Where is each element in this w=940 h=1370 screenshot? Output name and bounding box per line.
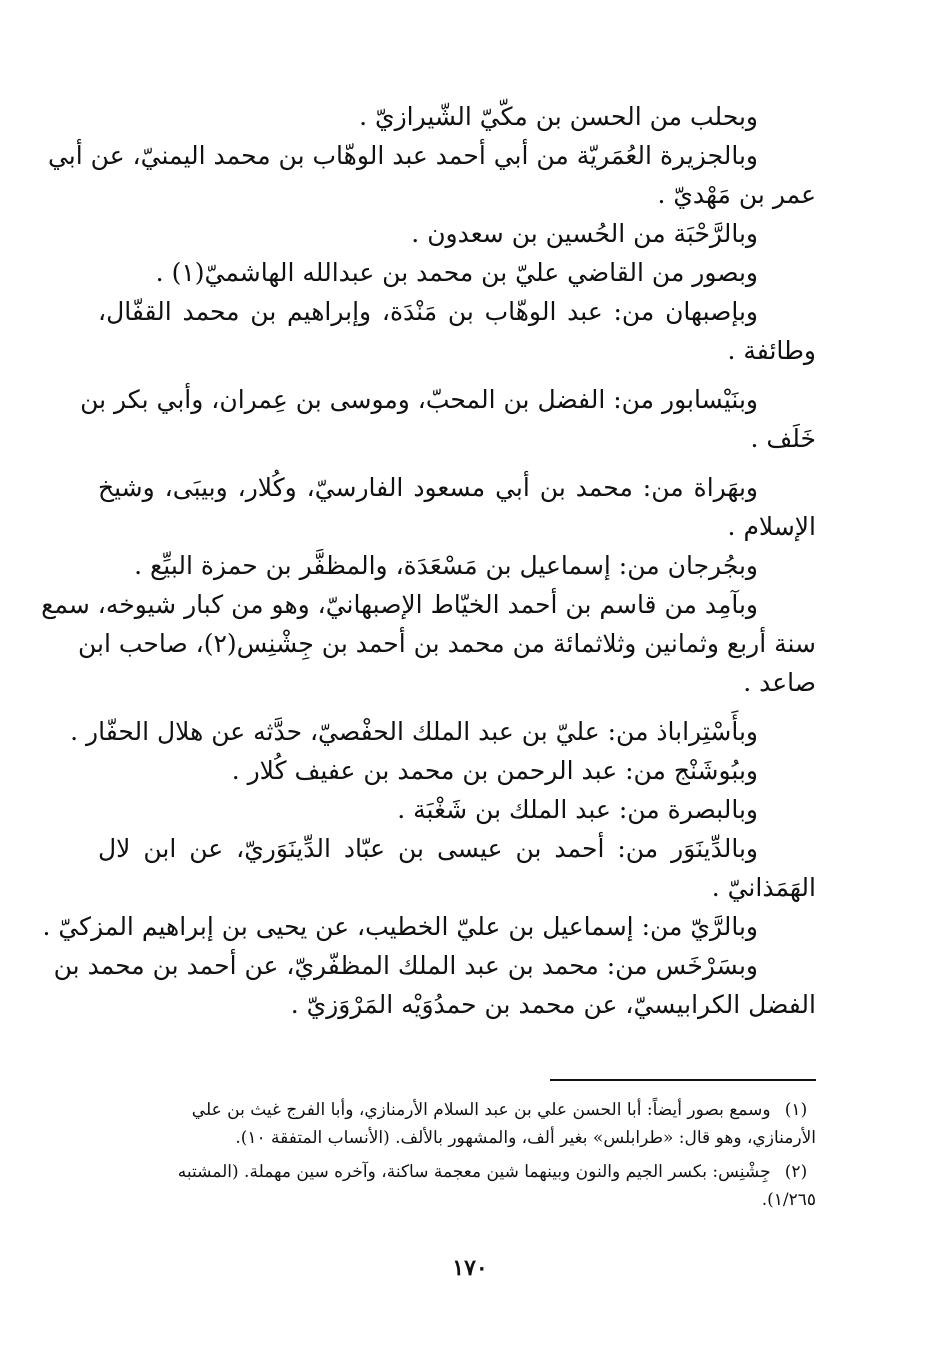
text-line: عمر بن مَهْديّ .: [657, 180, 816, 209]
main-text: [41, 97, 816, 1024]
text-line: وبسَرْخَس من: محمد بن عبد الملك المظفّريّ، عن أحمد بن محمد بن: [53, 951, 758, 980]
text-line: الإسلام .: [727, 512, 816, 541]
text-line: وبجُرجان من: إسماعيل بن مَسْعَدَة، والمظفَّر بن حمزة البيِّع .: [134, 551, 758, 580]
footnote-1-continuation: الأرمنازي، وهو قال: «طرابلس» بغير ألف، والمشهور بالألف. (الأنساب المتفقة ١٠).: [235, 1128, 816, 1148]
footnote-number: (١): [784, 1100, 808, 1120]
text-line: وبنَيْسابور من: الفضل بن المحبّ، وموسى بن عِمران، وأبي بكر بن: [80, 385, 758, 414]
text-line: وبالدِّينَوَر من: أحمد بن عيسى بن عبّاد الدِّينَوَريّ، عن ابن لال: [98, 834, 758, 863]
text-line: وبالبصرة من: عبد الملك بن شَغْبَة .: [397, 795, 758, 824]
footnote-text: وسمع بصور أيضاً: أبا الحسن علي بن عبد السلام الأرمنازي، وأبا الفرج غيث بن علي: [191, 1100, 771, 1120]
text-line: وبحلب من الحسن بن مكّيّ الشّيرازيّ .: [359, 102, 758, 131]
text-line: الهَمَذانيّ .: [711, 873, 816, 902]
text-line: وبإصبهان من: عبد الوهّاب بن مَنْدَة، وإبراهيم بن محمد القفّال،: [98, 297, 758, 326]
text-line: خَلَف .: [750, 424, 816, 453]
text-line: صاعد .: [743, 668, 816, 697]
page-number: ١٧٠: [452, 1255, 488, 1281]
footnote-2-continuation: ١/٢٦٥).: [761, 1190, 816, 1210]
text-line: وبالرَّيّ من: إسماعيل بن عليّ الخطيب، عن يحيى بن إبراهيم المزكيّ .: [42, 912, 758, 941]
text-line: وبآمِد من قاسم بن أحمد الخيّاط الإصبهانيّ، وهو من كبار شيوخه، سمع: [41, 590, 758, 619]
text-line: وبهَراة من: محمد بن أبي مسعود الفارسيّ، وكُلار، وبيبَى، وشيخ: [98, 473, 758, 502]
footnote-number: (٢): [784, 1162, 808, 1182]
text-line: وطائفة .: [727, 336, 816, 365]
text-line: وبالرَّحْبَة من الحُسين بن سعدون .: [411, 219, 758, 248]
text-line: وبأَسْتِراباذ من: عليّ بن عبد الملك الحفْصيّ، حدَّثه عن هلال الحفّار .: [70, 717, 758, 746]
footnote-text: جِشْنِس: بكسر الجيم والنون وبينهما شين معجمة ساكنة، وآخره سين مهملة. (المشتبه: [177, 1162, 771, 1182]
footnote-1: [100, 1096, 816, 1124]
text-line: وبصور من القاضي عليّ بن محمد بن عبدالله الهاشميّ(١) .: [155, 258, 758, 287]
text-line: الفضل الكرابيسيّ، عن محمد بن حمدُوَيْه المَرْوَزيّ .: [290, 990, 816, 1019]
footnote-separator: [550, 1079, 816, 1081]
footnote-2: [100, 1158, 816, 1186]
text-line: وببُوشَنْج من: عبد الرحمن بن محمد بن عفيف كُلار .: [231, 756, 758, 785]
text-line: وبالجزيرة العُمَريّة من أبي أحمد عبد الوهّاب بن محمد اليمنيّ، عن أبي: [47, 141, 758, 170]
footnotes: [100, 1096, 816, 1214]
text-line: سنة أربع وثمانين وثلاثمائة من محمد بن أحمد بن جِشْنِس(٢)، صاحب ابن: [77, 629, 816, 658]
